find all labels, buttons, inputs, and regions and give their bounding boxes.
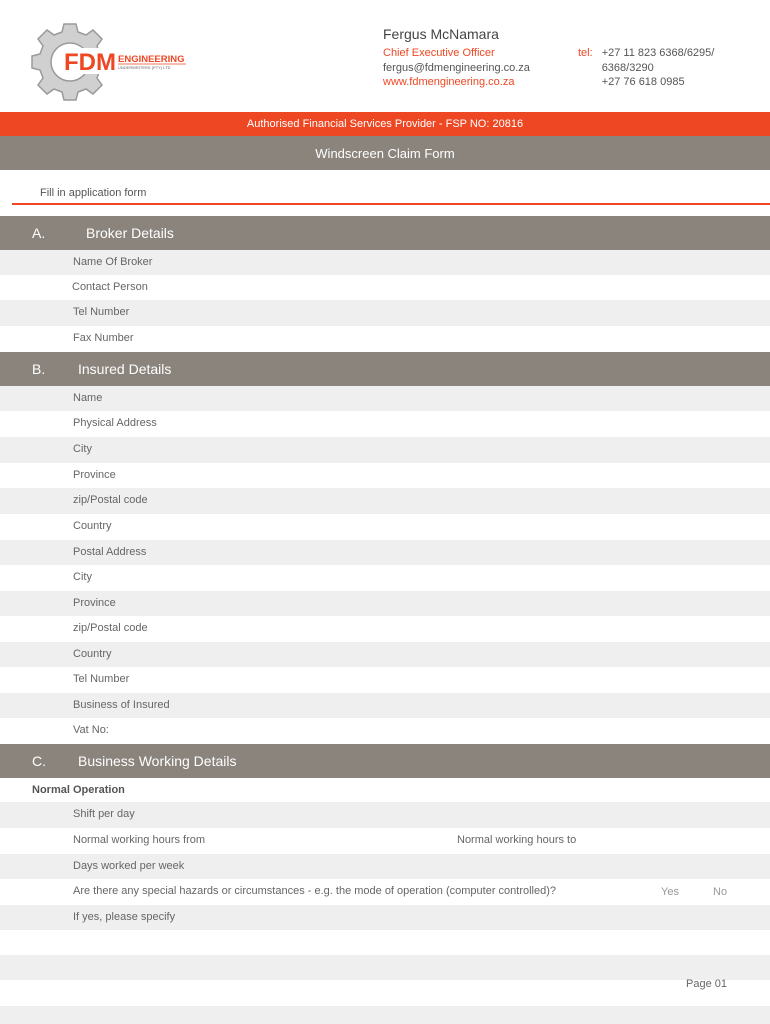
section-title: Broker Details — [86, 225, 174, 241]
field-row-vat[interactable] — [0, 718, 770, 744]
field-row-postal-country[interactable] — [0, 642, 770, 667]
normal-operation-heading: Normal Operation — [32, 784, 125, 796]
no-radio[interactable] — [690, 884, 705, 899]
field-label: Tel Number — [73, 673, 130, 685]
section-letter: B. — [32, 361, 46, 377]
tel-number-1: +27 11 823 6368/6295/ — [601, 47, 715, 59]
field-label: Fax Number — [73, 332, 134, 344]
field-row-city[interactable] — [0, 437, 770, 463]
telephone-block — [578, 46, 714, 90]
tel-number-3: +27 76 618 0985 — [601, 76, 685, 88]
fill-instruction: Fill in application form — [40, 187, 147, 199]
field-row-province[interactable] — [0, 463, 770, 488]
field-row-hours[interactable] — [0, 828, 770, 854]
field-label: Business of Insured — [73, 699, 170, 711]
yes-label: Yes — [661, 886, 679, 898]
field-label: Province — [73, 469, 116, 481]
contact-name: Fergus McNamara — [383, 26, 499, 42]
form-title: Windscreen Claim Form — [0, 136, 770, 170]
field-label: Country — [73, 520, 112, 532]
field-row-days[interactable] — [0, 854, 770, 879]
field-label: Province — [73, 597, 116, 609]
no-label: No — [713, 886, 728, 898]
field-label: Contact Person — [72, 281, 148, 293]
field-label: Physical Address — [73, 417, 157, 429]
yes-radio[interactable] — [639, 884, 654, 899]
section-b-header — [0, 352, 770, 386]
field-row-specify-blank[interactable] — [0, 930, 770, 955]
field-label: Shift per day — [73, 808, 135, 820]
page-number: Page 01 — [686, 978, 727, 990]
section-a-header — [0, 216, 770, 250]
section-title: Business Working Details — [78, 753, 237, 769]
field-row-insured-tel[interactable] — [0, 667, 770, 693]
tel-numbers — [602, 46, 715, 90]
field-label: Tel Number — [73, 306, 130, 318]
field-label: Days worked per week — [73, 860, 185, 872]
contact-details — [383, 46, 530, 90]
tel-number-2: 6368/3290 — [601, 61, 654, 74]
fill-underline — [12, 203, 770, 205]
contact-website: www.fdmengineering.co.za — [383, 76, 515, 88]
field-row-country[interactable] — [0, 514, 770, 540]
field-row-specify-blank-3[interactable] — [0, 980, 770, 1006]
section-letter: C. — [32, 753, 46, 769]
field-row-shift[interactable] — [0, 802, 770, 828]
field-label: If yes, please specify — [73, 911, 176, 923]
field-row-specify-blank-2[interactable] — [0, 955, 770, 980]
field-label: zip/Postal code — [73, 622, 148, 634]
hours-to-label: Normal working hours to — [457, 834, 577, 846]
field-label: Name Of Broker — [73, 256, 153, 268]
fsp-banner: Authorised Financial Services Provider - FSP NO: 20816 — [0, 112, 770, 136]
field-row-tel-number[interactable] — [0, 300, 770, 326]
field-row-fax-number[interactable] — [0, 326, 770, 352]
hours-from-label: Normal working hours from — [73, 834, 206, 846]
tel-label: tel: — [578, 47, 593, 59]
svg-text:FDM: FDM — [64, 49, 116, 76]
field-row-hazards — [0, 879, 770, 905]
field-row-name[interactable] — [0, 386, 770, 411]
section-c-header — [0, 744, 770, 778]
field-row-postal-address[interactable] — [0, 540, 770, 565]
contact-role: Chief Executive Officer — [383, 47, 495, 59]
contact-email: fergus@fdmengineering.co.za — [383, 61, 530, 74]
hazards-question: Are there any special hazards or circumstances - e.g. the mode of operation (computer controlled)? — [73, 885, 557, 897]
field-label: City — [73, 443, 92, 455]
svg-text:ENGINEERING: ENGINEERING — [118, 54, 185, 65]
field-label: zip/Postal code — [73, 494, 148, 506]
field-row-postal-zip[interactable] — [0, 616, 770, 642]
subheading-row — [0, 778, 770, 802]
field-label: City — [73, 571, 92, 583]
field-label: Vat No: — [73, 724, 109, 736]
field-row-business[interactable] — [0, 693, 770, 718]
field-label: Postal Address — [73, 546, 147, 558]
field-row-postal-city[interactable] — [0, 565, 770, 591]
field-row-postal-province[interactable] — [0, 591, 770, 616]
field-row-contact-person[interactable] — [0, 275, 770, 300]
field-row-specify-blank-4[interactable] — [0, 1006, 770, 1024]
page-header — [0, 0, 770, 112]
section-title: Insured Details — [78, 361, 172, 377]
field-row-physical-address[interactable] — [0, 411, 770, 437]
field-row-specify[interactable] — [0, 905, 770, 930]
field-label: Name — [73, 392, 103, 404]
field-label: Country — [73, 648, 112, 660]
section-letter: A. — [32, 225, 46, 241]
svg-text:UNDERWRITERS (PTY) LTD: UNDERWRITERS (PTY) LTD — [118, 65, 171, 70]
fdm-logo — [30, 22, 200, 102]
field-row-postal-code[interactable] — [0, 488, 770, 514]
field-row-broker-name[interactable] — [0, 250, 770, 275]
